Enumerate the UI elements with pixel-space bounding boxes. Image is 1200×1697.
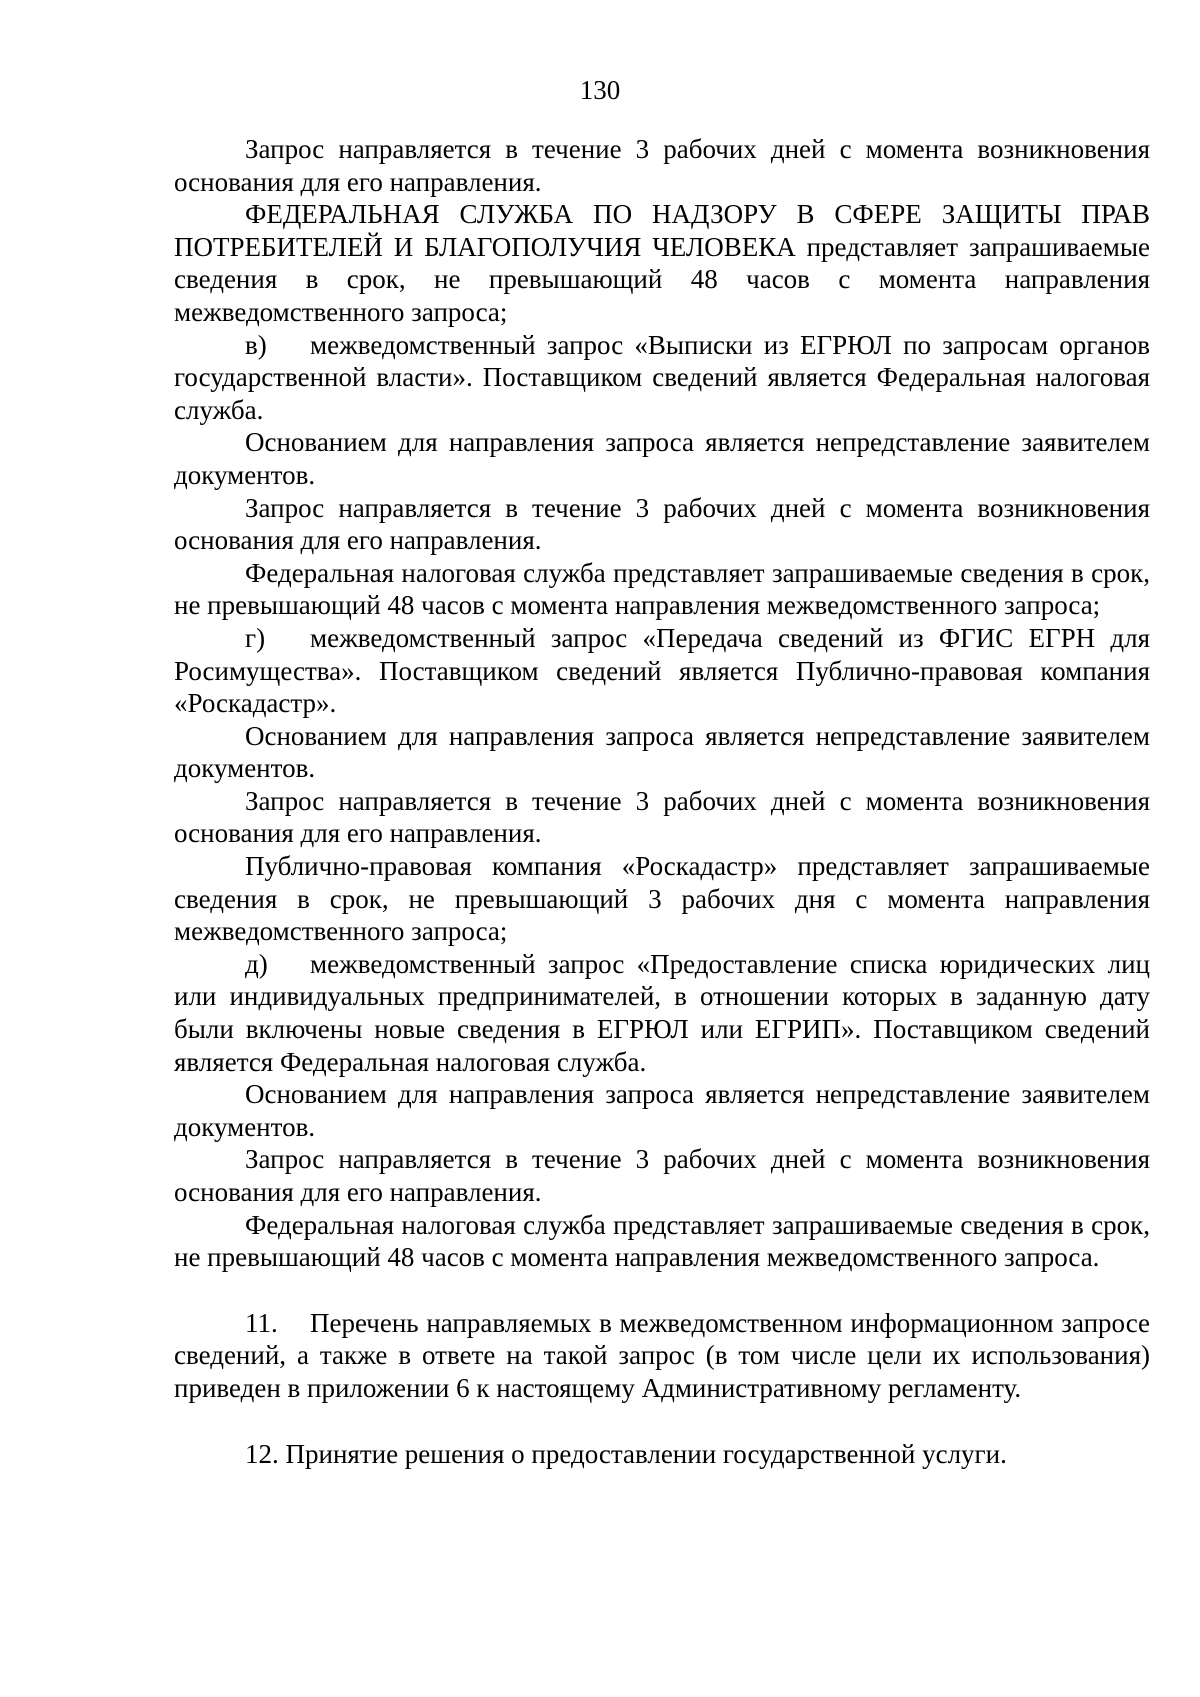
paragraph: Публично-правовая компания «Роскадастр» представляет запрашиваемые сведения в срок, не превышающий 3 рабочих дня с момента направления межведомственного запроса; (174, 851, 1150, 947)
paragraph: Запрос направляется в течение 3 рабочих дней с момента возникновения основания для его направления. (174, 492, 1150, 556)
paragraph: Запрос направляется в течение 3 рабочих дней с момента возникновения основания для его направления. (174, 134, 1150, 197)
list-marker: в) (245, 329, 267, 360)
paragraph: Основанием для направления запроса является непредставление заявителем документов. (174, 427, 1150, 490)
section-item: 11. Перечень направляемых в межведомственном информационном запросе сведений, а также в ответе на такой запрос (в том числе цели их использования) приведен в приложении 6 к настоящему Административному регламенту. (174, 1307, 1150, 1403)
paragraph: ФЕДЕРАЛЬНАЯ СЛУЖБА ПО НАДЗОРУ В СФЕРЕ ЗАЩИТЫ ПРАВ ПОТРЕБИТЕЛЕЙ И БЛАГОПОЛУЧИЯ ЧЕЛОВЕКА представляет запрашиваемые сведения в срок, не превышающий 48 часов с момента направления межведомственного запроса; (174, 199, 1150, 327)
paragraph: Запрос направляется в течение 3 рабочих дней с момента возникновения основания для его направления. (174, 785, 1150, 849)
paragraph: Запрос направляется в течение 3 рабочих дней с момента возникновения основания для его направления. (174, 1144, 1150, 1207)
paragraph: Федеральная налоговая служба представляет запрашиваемые сведения в срок, не превышающий 48 часов с момента направления межведомственного запроса. (174, 1209, 1150, 1273)
page-number: 130 (579, 75, 621, 105)
paragraph: Основанием для направления запроса является непредставление заявителем документов. (174, 1079, 1150, 1142)
list-marker: д) (245, 948, 268, 979)
list-item: д) межведомственный запрос «Предоставление списка юридических лиц или индивидуальных предпринимателей, в отношении которых в заданную дату были включены новые сведения в ЕГРЮЛ или ЕГРИП». Поставщиком сведений является Федеральная налоговая служба. (174, 948, 1150, 1077)
section-number: 11. (245, 1307, 278, 1338)
section-gap (174, 1405, 1150, 1438)
list-marker: г) (245, 622, 266, 653)
paragraph: Основанием для направления запроса является непредставление заявителем документов. (174, 720, 1150, 784)
section-gap (174, 1274, 1150, 1307)
list-item: г) межведомственный запрос «Передача сведений из ФГИС ЕГРН для Росимущества». Поставщиком сведений является Публично-правовая компания «Роскадастр». (174, 622, 1150, 719)
paragraph: Федеральная налоговая служба представляет запрашиваемые сведения в срок, не превышающий 48 часов с момента направления межведомственного запроса; (174, 557, 1150, 621)
document-body (174, 133, 1150, 1470)
section-heading: 12. Принятие решения о предоставлении государственной услуги. (245, 1438, 1007, 1469)
list-item: в) межведомственный запрос «Выписки из ЕГРЮЛ по запросам органов государственной власти». Поставщиком сведений является Федеральная налоговая служба. (174, 329, 1150, 425)
